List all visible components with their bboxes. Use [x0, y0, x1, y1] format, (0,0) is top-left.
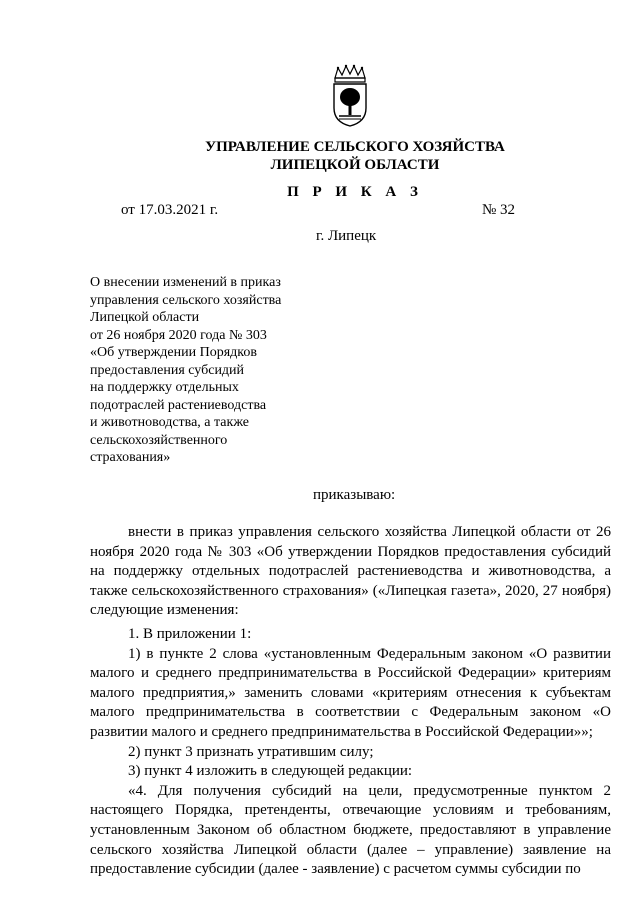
- subject-line: на поддержку отдельных: [90, 380, 239, 395]
- paragraph-item-5: «4. Для получения субсидий на цели, предусмотренные пунктом 2 настоящего Порядка, претенденты, отвечающие условиям и требованиям, установленным Законом об областном бюджете, предоставляют в управление сельского хозяйства Липецкой области (далее – управление) заявление на предоставление субсидии (далее - заявление) с расчетом суммы субсидии по: [90, 782, 611, 878]
- document-body: [90, 625, 611, 880]
- document-type-title: П Р И К А З: [287, 184, 423, 200]
- subject-line: страхования»: [90, 450, 171, 465]
- subject-line: О внесении изменений в приказ: [90, 275, 281, 290]
- subject-line: управления сельского хозяйства: [90, 292, 282, 308]
- paragraph-item-2: 1) в пункте 2 слова «установленным Федеральным законом «О развитии малого и среднего предпринимательства в Российской Федерации» критериям малого предприятия,» заменить словами «критериям отнесения к субъектам малого предпринимательства в соответствии с Федеральным законом «О развитии малого и среднего предпринимательства в Российской Федерации»»;: [90, 645, 611, 740]
- subject-line: подотраслей растениеводства: [90, 397, 267, 413]
- subject-line: и животноводства, а также: [90, 415, 250, 430]
- paragraph-item-3: 2) пункт 3 признать утратившим силу;: [128, 743, 374, 760]
- paragraph-item-1: 1. В приложении 1:: [128, 626, 252, 642]
- intro-paragraph: внести в приказ управления сельского хозяйства Липецкой области от 26 ноября 2020 года № 303 «Об утверждении Порядков предоставления субсидий на поддержку отдельных подотраслей растениеводства и животноводства, а также сельскохозяйственного страхования» («Липецкая газета», 2020, 27 ноября) следующие изменения:: [90, 524, 611, 619]
- document-number: № 32: [482, 202, 516, 218]
- document-date: от 17.03.2021 г.: [121, 202, 219, 218]
- document-city: г. Липецк: [316, 228, 377, 244]
- coat-of-arms-icon: [327, 64, 373, 128]
- decree-word: приказываю:: [313, 487, 396, 503]
- paragraph-item-4: 3) пункт 4 изложить в следующей редакции:: [128, 763, 413, 780]
- subject-line: «Об утверждении Порядков: [90, 345, 257, 360]
- document-subject: [90, 274, 330, 467]
- subject-line: сельскохозяйственного: [90, 432, 228, 448]
- organization-name-line1: УПРАВЛЕНИЕ СЕЛЬСКОГО ХОЗЯЙСТВА: [205, 139, 505, 155]
- subject-line: предоставления субсидий: [90, 362, 245, 378]
- subject-line: Липецкой области: [90, 310, 200, 325]
- organization-name-line2: ЛИПЕЦКОЙ ОБЛАСТИ: [270, 157, 440, 173]
- subject-line: от 26 ноября 2020 года № 303: [90, 327, 267, 343]
